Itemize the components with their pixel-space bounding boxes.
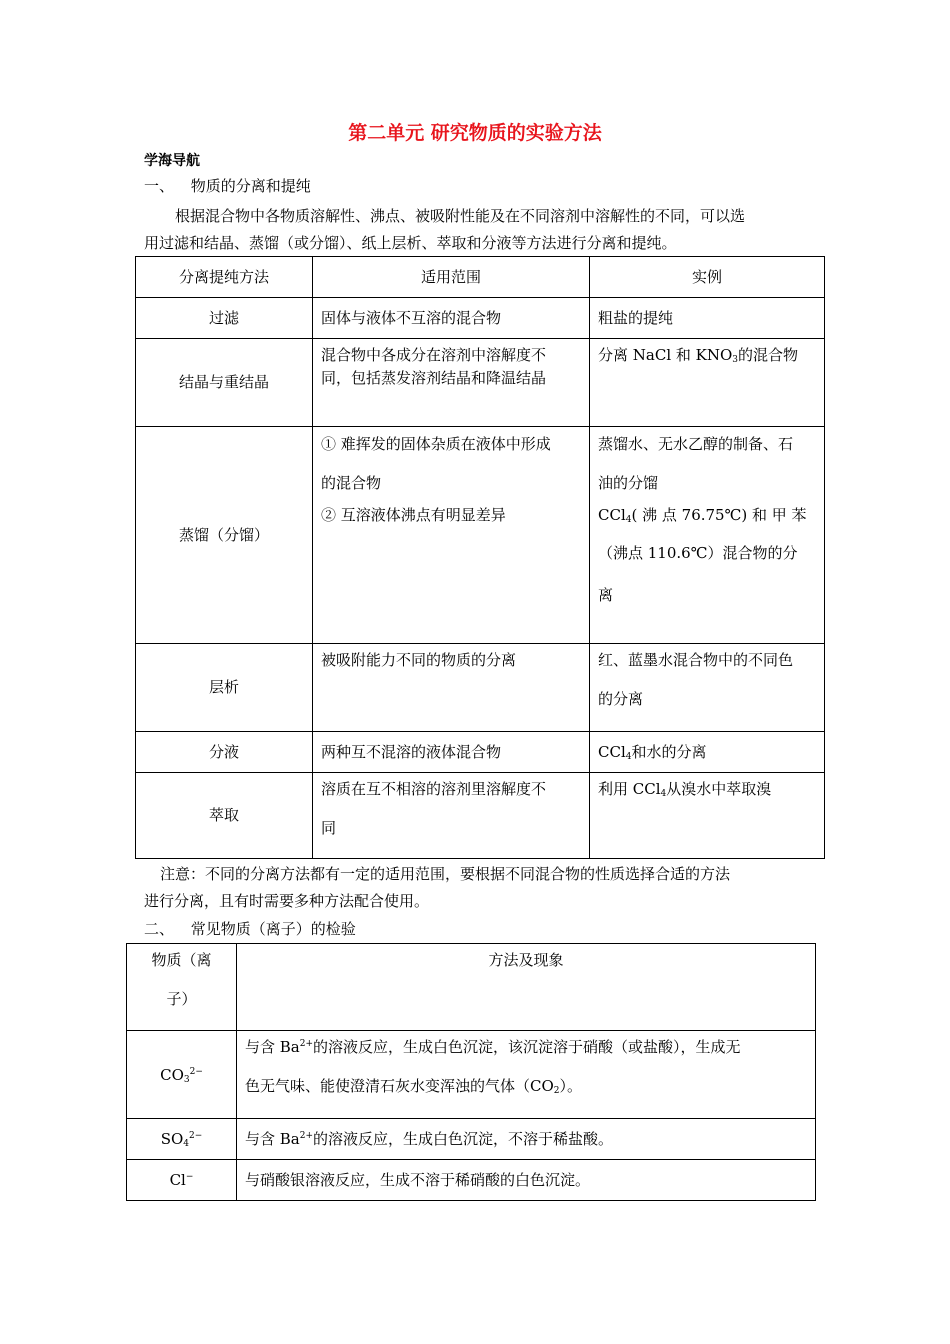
part1-heading-num: 一、 [144, 177, 175, 195]
detection-table [126, 943, 816, 1201]
method-cell: 层析 [136, 644, 313, 732]
note-line-1: 注意：不同的分离方法都有一定的适用范围，要根据不同混合物的性质选择合适的方法 [160, 865, 731, 883]
part2-heading-num: 二、 [144, 920, 175, 938]
table-header-row [127, 944, 816, 1031]
superscript: − [185, 1172, 194, 1182]
example-text: 的混合物 [738, 346, 799, 364]
ion-text: Cl [169, 1171, 186, 1189]
section-heading: 学海导航 [144, 153, 200, 169]
header-line: 物质（离 [151, 951, 212, 969]
part2-heading-text: 常见物质（离子）的检验 [190, 920, 356, 938]
example-line: （沸点 110.6℃）混合物的分 [598, 544, 798, 562]
example-cell: 粗盐的提纯 [590, 298, 825, 339]
example-text: CCl [598, 506, 626, 524]
example-text: 分离 NaCl 和 KNO [598, 346, 733, 364]
ion-cell [127, 1160, 237, 1201]
example-cell [590, 644, 825, 732]
example-text: ( 沸 点 76.75℃) 和 甲 苯 [631, 506, 807, 524]
part2-heading [144, 918, 356, 939]
page-title: 第二单元 研究物质的实验方法 [348, 122, 602, 144]
method-cell: 萃取 [136, 773, 313, 859]
scope-cell [313, 339, 590, 427]
method-text: 的溶液反应，生成白色沉淀，不溶于稀盐酸。 [313, 1130, 614, 1148]
subscript: 3 [183, 1074, 190, 1085]
subscript: 4 [660, 789, 667, 799]
subscript: 4 [625, 515, 632, 525]
subscript: 4 [183, 1139, 190, 1149]
example-line: 红、蓝墨水混合物中的不同色 [598, 651, 794, 669]
scope-line: 同，包括蒸发溶剂结晶和降温结晶 [321, 369, 547, 387]
method-text: 与含 Ba [245, 1038, 300, 1056]
scope-cell: 被吸附能力不同的物质的分离 [313, 644, 590, 732]
part1-heading-text: 物质的分离和提纯 [190, 177, 311, 195]
table-row [136, 732, 825, 773]
ion-cell [127, 1031, 237, 1119]
example-cell [590, 732, 825, 773]
note-line-2: 进行分离，且有时需要多种方法配合使用。 [144, 892, 430, 910]
example-text: 和水的分离 [631, 742, 707, 761]
subscript: 2 [553, 1086, 560, 1096]
scope-cell [313, 427, 590, 644]
superscript: 2− [189, 1131, 203, 1141]
method-cell [237, 1119, 816, 1160]
method-cell: 与硝酸银溶液反应，生成不溶于稀硝酸的白色沉淀。 [237, 1160, 816, 1201]
table-row [136, 339, 825, 427]
method-text: ）。 [559, 1077, 583, 1095]
superscript: 2− [189, 1066, 203, 1077]
ion-text: SO [160, 1130, 184, 1148]
method-text: 色无气味、能使澄清石灰水变浑浊的气体（CO [245, 1077, 554, 1095]
scope-cell: 两种互不混溶的液体混合物 [313, 732, 590, 773]
subscript: 3 [732, 355, 739, 365]
table-row [136, 298, 825, 339]
table-header-row [136, 257, 825, 298]
example-line: 的分离 [598, 690, 644, 708]
example-text: 从溴水中萃取溴 [666, 780, 772, 798]
subscript: 4 [625, 751, 632, 762]
scope-cell [313, 773, 590, 859]
example-text: 利用 CCl [598, 780, 661, 798]
superscript: 2+ [299, 1131, 314, 1141]
table-row [136, 773, 825, 859]
method-text: 与含 Ba [245, 1130, 300, 1148]
example-cell [590, 773, 825, 859]
part1-heading [144, 175, 311, 196]
header-method: 分离提纯方法 [136, 257, 313, 298]
header-ion [127, 944, 237, 1031]
method-cell: 蒸馏（分馏） [136, 427, 313, 644]
table-row [127, 1119, 816, 1160]
header-line: 子） [166, 990, 197, 1008]
header-scope: 适用范围 [313, 257, 590, 298]
scope-line: 的混合物 [321, 474, 382, 492]
scope-line: ① 难挥发的固体杂质在液体中形成 [321, 435, 551, 453]
method-cell: 分液 [136, 732, 313, 773]
scope-cell: 固体与液体不互溶的混合物 [313, 298, 590, 339]
table-row [136, 644, 825, 732]
table-row [127, 1160, 816, 1201]
ion-text: CO [160, 1065, 184, 1084]
scope-line: 混合物中各成分在溶剂中溶解度不 [321, 346, 547, 364]
method-cell [237, 1031, 816, 1119]
separation-table [135, 256, 825, 859]
method-cell: 过滤 [136, 298, 313, 339]
ion-cell [127, 1119, 237, 1160]
example-line: 蒸馏水、无水乙醇的制备、石 [598, 435, 794, 453]
intro-line-1: 根据混合物中各物质溶解性、沸点、被吸附性能及在不同溶剂中溶解性的不同，可以选 [175, 207, 746, 225]
table-row [127, 1031, 816, 1119]
table-row [136, 427, 825, 644]
example-cell [590, 427, 825, 644]
intro-line-2: 用过滤和结晶、蒸馏（或分馏）、纸上层析、萃取和分液等方法进行分离和提纯。 [144, 234, 677, 252]
example-line: 离 [598, 586, 614, 604]
example-cell [590, 339, 825, 427]
scope-line: 同 [321, 819, 337, 837]
scope-line: 溶质在互不相溶的溶剂里溶解度不 [321, 780, 547, 798]
superscript: 2+ [299, 1039, 314, 1049]
header-example: 实例 [590, 257, 825, 298]
method-text: 的溶液反应，生成白色沉淀，该沉淀溶于硝酸（或盐酸），生成无 [313, 1038, 741, 1056]
example-line: 油的分馏 [598, 474, 659, 492]
header-method: 方法及现象 [237, 944, 816, 1031]
method-cell: 结晶与重结晶 [136, 339, 313, 427]
example-text: CCl [598, 742, 626, 761]
scope-line: ② 互溶液体沸点有明显差异 [321, 506, 506, 524]
